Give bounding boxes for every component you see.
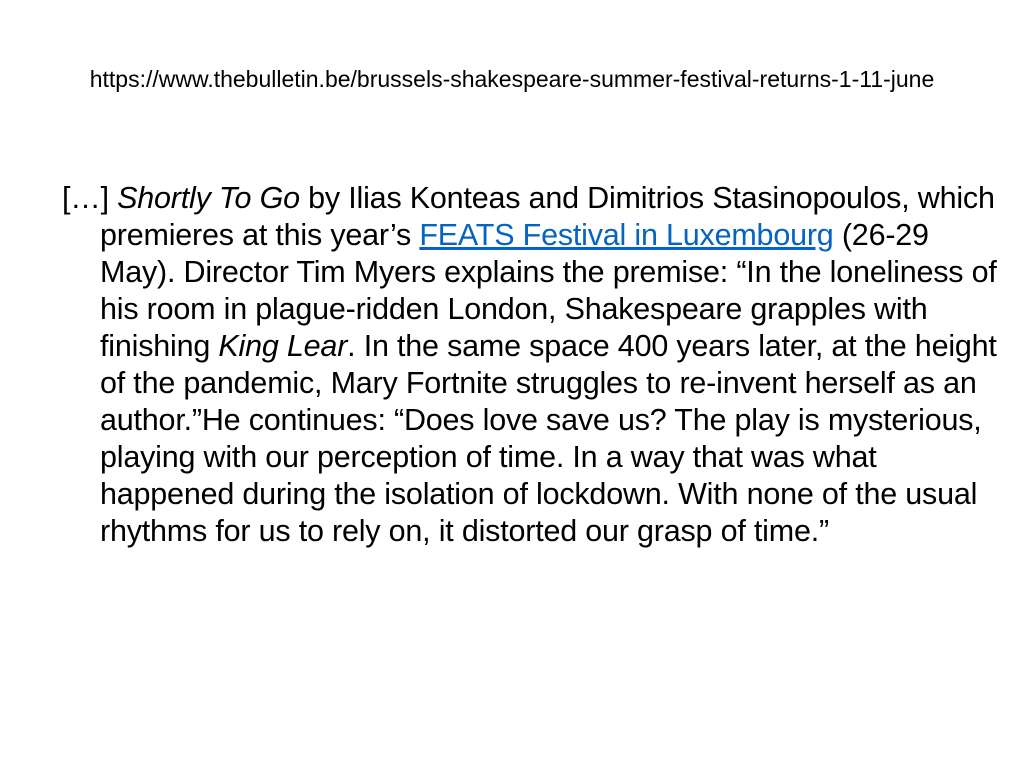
feats-festival-link[interactable]: FEATS Festival in Luxembourg — [419, 218, 834, 252]
slide-title-url: https://www.thebulletin.be/brussels-shakespeare-summer-festival-returns-1-11-june — [89, 66, 935, 92]
body-text-1: by Ilias Konteas and Dimitrios Stasinopoulos, which premieres at this year’s — [100, 181, 995, 252]
play-title: Shortly To Go — [117, 181, 300, 215]
body-text-3: . In the same space 400 years later, at the height of the pandemic, Mary Fortnite struggles to re-invent herself as an author.”He continues: “Does love save us? The play is mysterious, playing with our perception of time. In a way that was what happened during the isolation of lockdown. With none of the usual rhythms for us to rely on, it distorted our grasp of time.” — [100, 329, 997, 548]
ellipsis-bracket: […] — [62, 181, 118, 215]
body-text-2: (26-29 May). Director Tim Myers explains the premise: “In the loneliness of his room in plague-ridden London, Shakespeare grapples with finishing — [100, 218, 997, 363]
king-lear-title: King Lear — [218, 329, 348, 363]
slide-body-paragraph — [62, 180, 1000, 550]
